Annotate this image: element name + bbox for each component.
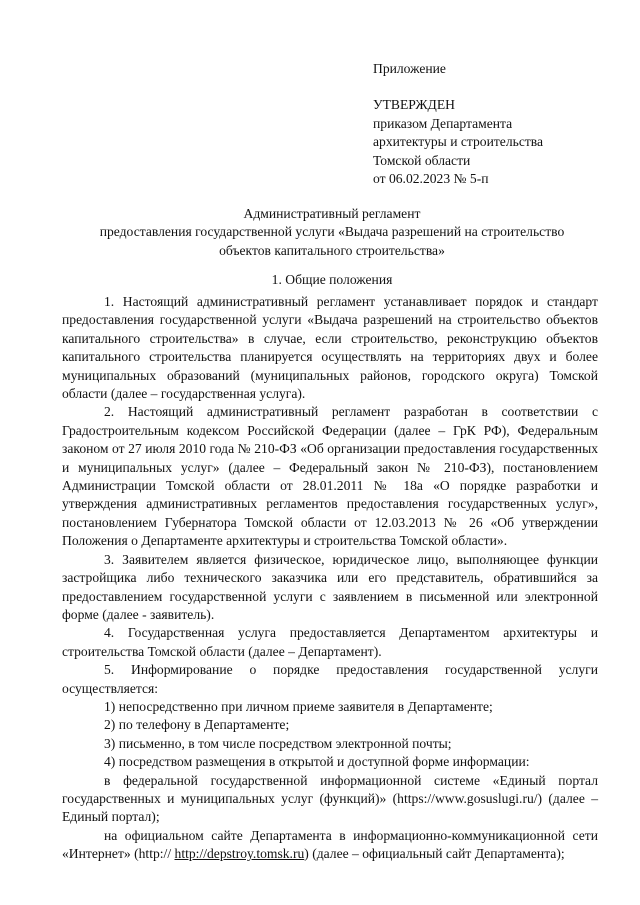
approved-label: УТВЕРЖДЕН bbox=[373, 97, 455, 113]
paragraph-website bbox=[62, 827, 598, 864]
website-text-after: ) (далее – официальный сайт Департамента); bbox=[304, 846, 565, 862]
section-body bbox=[62, 293, 598, 864]
paragraph-3: 3. Заявителем является физическое, юридическое лицо, выполняющее функции застройщика либо технического заказчика или его представитель, обратившийся за предоставлением государственной услуги с заявлением в письменной или электронной форме (далее - заявитель). bbox=[62, 551, 598, 622]
paragraph-4: 4. Государственная услуга предоставляется Департаментом архитектуры и строительства Томской области (далее – Департамент). bbox=[62, 625, 598, 659]
title-line-3: объектов капитального строительства» bbox=[219, 242, 445, 258]
title-line-1: Административный регламент bbox=[243, 206, 421, 221]
annex-label: Приложение bbox=[373, 61, 446, 76]
paragraph-2: 2. Настоящий административный регламент разработан в соответствии с Градостроительным кодексом Российской Федерации (далее – ГрК РФ), Федеральным законом от 27 июля 2010 года № 210-ФЗ «Об организации предоставления государственных и муниципальных услуг» (далее – Федеральный закон № 210-ФЗ), постановлением Администрации Томской области от 28.01.2011 № 18а «О порядке разработки и утверждения административных регламентов предоставления государственных услуг», постановлением Губернатора Томской области от 12.03.2013 № 26 «Об утверждении Положения о Департаменте архитектуры и строительства Томской области». bbox=[62, 404, 598, 549]
approval-line-3: Томской области bbox=[373, 152, 471, 168]
approval-line-2: архитектуры и строительства bbox=[373, 134, 544, 150]
website-text-before: на официальном сайте Департамента в информационно-коммуникационной сети «Интернет» (http:// bbox=[62, 827, 598, 862]
list-item-4: 4) посредством размещения в открытой и доступной форме информации: bbox=[104, 754, 530, 770]
paragraph-portal: в федеральной государственной информационной системе «Единый портал государственных и муниципальных услуг (функций)» (https://www.gosuslugi.ru/) (далее – Единый портал); bbox=[62, 772, 598, 825]
website-link[interactable]: http://depstroy.tomsk.ru bbox=[174, 846, 305, 862]
title-line-2: предоставления государственной услуги «Выдача разрешений на строительство bbox=[99, 224, 565, 240]
approval-line-1: приказом Департамента bbox=[373, 115, 513, 131]
approval-block bbox=[373, 60, 623, 188]
approval-order-date: от 06.02.2023 № 5-п bbox=[373, 171, 489, 187]
paragraph-5: 5. Информирование о порядке предоставления государственной услуги осуществляется: bbox=[62, 662, 598, 696]
list-item-3: 3) письменно, в том числе посредством электронной почты; bbox=[104, 735, 452, 751]
list-item-2: 2) по телефону в Департаменте; bbox=[104, 717, 290, 733]
paragraph-1: 1. Настоящий административный регламент устанавливает порядок и стандарт предоставления государственной услуги «Выдача разрешений на строительство объектов капитального строительства» в случае, если строительство, реконструкцию объектов капитального строительства планируется осуществлять на территориях двух и более муниципальных образований (муниципальных районов, городского округа) Томской области (далее – государственная услуга). bbox=[62, 294, 598, 402]
list-item-1: 1) непосредственно при личном приеме заявителя в Департаменте; bbox=[104, 698, 493, 714]
section-heading: 1. Общие положения bbox=[271, 272, 393, 287]
document-title bbox=[62, 205, 602, 260]
